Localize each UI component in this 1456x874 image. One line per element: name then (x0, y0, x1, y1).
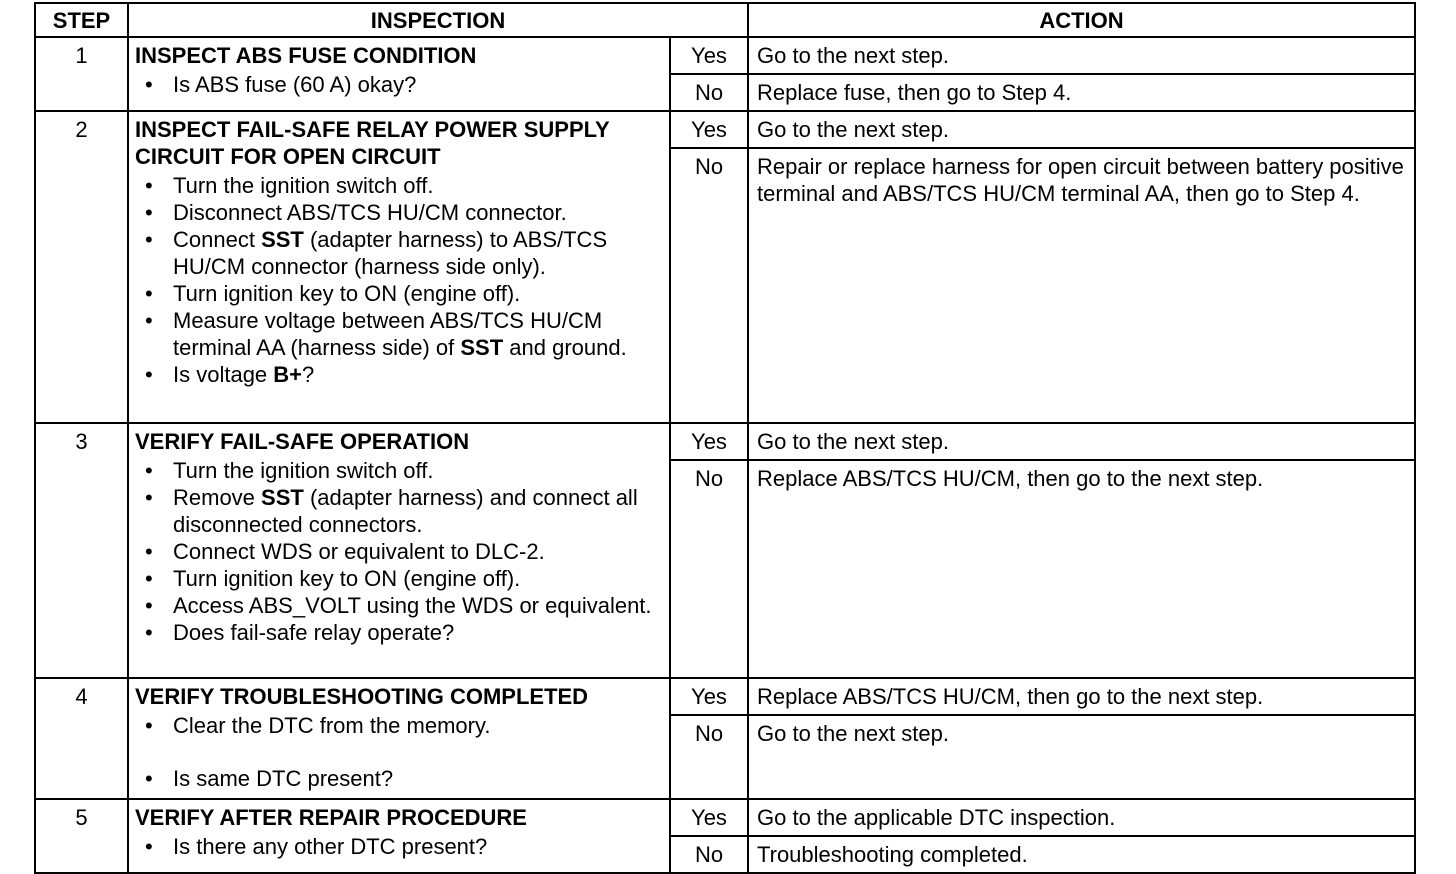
header-row (35, 3, 1415, 37)
bullet-item: • Disconnect ABS/TCS HU/CM connector. (135, 199, 663, 226)
step-inspection (128, 111, 670, 423)
step-1-yes-row (35, 37, 1415, 74)
no-action: Repair or replace harness for open circuit between battery positive terminal and ABS/TCS HU/CM terminal AA, then go to Step 4. (748, 148, 1415, 423)
bullet-item: • Access ABS_VOLT using the WDS or equivalent. (135, 592, 663, 619)
sst-term: SST (460, 335, 504, 360)
bullet-item: • Is ABS fuse (60 A) okay? (135, 71, 663, 98)
bullet-item (135, 361, 663, 388)
bullet-text: and ground. (503, 335, 627, 360)
bullet-text: Remove (173, 485, 262, 510)
bullet-text: Measure voltage between ABS/TCS HU/CM terminal AA (harness side) of (173, 308, 603, 360)
no-label: No (670, 460, 748, 678)
step-inspection (128, 37, 670, 111)
no-label: No (670, 74, 748, 111)
step-number: 5 (35, 799, 128, 873)
troubleshooting-table (34, 2, 1416, 874)
step-4-yes-row (35, 678, 1415, 715)
bullet-text: (adapter harness) and connect all disconnected connectors. (173, 485, 638, 537)
yes-label: Yes (670, 37, 748, 74)
no-label: No (670, 836, 748, 873)
bullet-item: • Turn ignition key to ON (engine off). (135, 565, 663, 592)
no-action: Replace ABS/TCS HU/CM, then go to the next step. (748, 460, 1415, 678)
step-2-yes-row (35, 111, 1415, 148)
no-action: Troubleshooting completed. (748, 836, 1415, 873)
yes-action: Go to the next step. (748, 423, 1415, 460)
step-number: 3 (35, 423, 128, 678)
bullet-item: • Clear the DTC from the memory. (135, 712, 663, 739)
bullet-text: ? (302, 362, 315, 387)
yes-label: Yes (670, 678, 748, 715)
no-label: No (670, 148, 748, 423)
bullet-item: • Turn ignition key to ON (engine off). (135, 280, 663, 307)
bullet-item: • Is same DTC present? (135, 765, 663, 792)
no-action: Replace fuse, then go to Step 4. (748, 74, 1415, 111)
bullet-text: Connect (173, 227, 262, 252)
step-3-yes-row (35, 423, 1415, 460)
step-bullets (135, 172, 663, 388)
bullet-item: • Turn the ignition switch off. (135, 457, 663, 484)
yes-label: Yes (670, 423, 748, 460)
yes-action: Go to the next step. (748, 37, 1415, 74)
header-action: ACTION (748, 3, 1415, 37)
bullet-text: Is voltage (173, 362, 274, 387)
step-bullets (135, 71, 663, 98)
step-title: INSPECT ABS FUSE CONDITION (135, 43, 477, 68)
step-title: VERIFY TROUBLESHOOTING COMPLETED (135, 684, 589, 709)
bullet-item: • Connect WDS or equivalent to DLC-2. (135, 538, 663, 565)
no-label: No (670, 715, 748, 799)
bullet-item (135, 226, 663, 280)
step-inspection (128, 799, 670, 873)
step-bullets (135, 457, 663, 646)
step-5-yes-row (35, 799, 1415, 836)
step-title: INSPECT FAIL-SAFE RELAY POWER SUPPLY CIRCUIT FOR OPEN CIRCUIT (135, 117, 610, 169)
step-number: 2 (35, 111, 128, 423)
bullet-item (135, 484, 663, 538)
step-number: 1 (35, 37, 128, 111)
step-title: VERIFY AFTER REPAIR PROCEDURE (135, 805, 527, 830)
no-action: Go to the next step. (748, 715, 1415, 799)
bullet-item: • Turn the ignition switch off. (135, 172, 663, 199)
step-inspection (128, 678, 670, 799)
sst-term: SST (261, 485, 304, 510)
step-title: VERIFY FAIL-SAFE OPERATION (135, 429, 470, 454)
bullet-text: (adapter harness) to ABS/TCS HU/CM connector (harness side only). (173, 227, 608, 279)
bullet-item: • Is there any other DTC present? (135, 833, 663, 860)
bullet-item (135, 307, 663, 361)
yes-label: Yes (670, 799, 748, 836)
yes-action: Go to the applicable DTC inspection. (748, 799, 1415, 836)
step-bullets (135, 712, 663, 792)
yes-label: Yes (670, 111, 748, 148)
header-inspection: INSPECTION (128, 3, 748, 37)
step-bullets (135, 833, 663, 860)
voltage-term: B+ (273, 362, 303, 387)
header-step: STEP (35, 3, 128, 37)
step-number: 4 (35, 678, 128, 799)
yes-action: Replace ABS/TCS HU/CM, then go to the next step. (748, 678, 1415, 715)
bullet-item: • Does fail-safe relay operate? (135, 619, 663, 646)
yes-action: Go to the next step. (748, 111, 1415, 148)
step-inspection (128, 423, 670, 678)
sst-term: SST (261, 227, 304, 252)
